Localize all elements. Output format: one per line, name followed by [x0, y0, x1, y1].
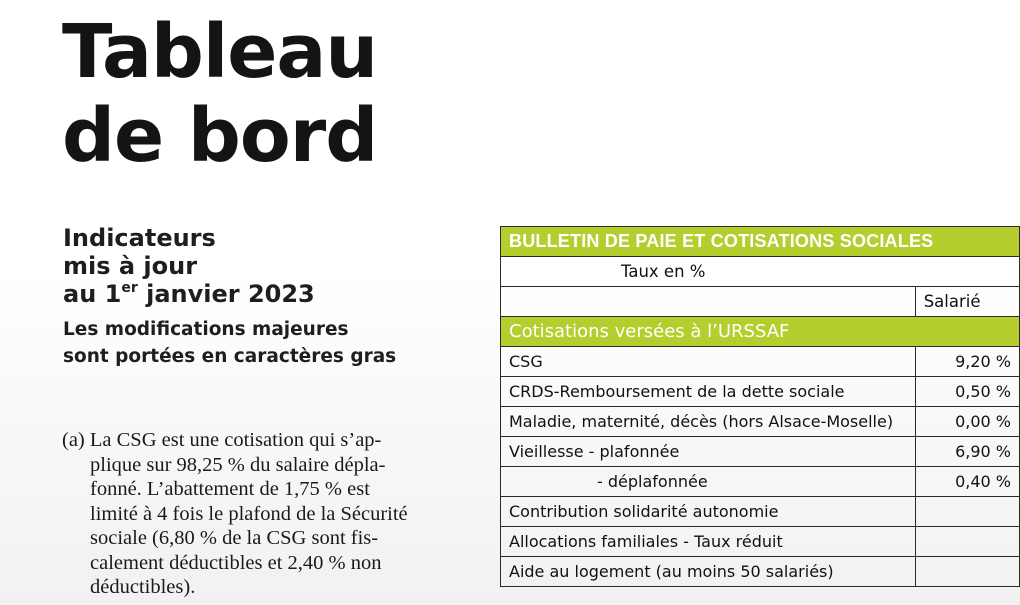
subhead-line-3 — [63, 280, 315, 308]
footnote-line: limité à 4 fois le plafond de la Sécurité — [90, 502, 408, 525]
section-row-urssaf — [501, 317, 1020, 347]
footnote-line: fonné. L’abattement de 1,75 % est — [90, 478, 370, 500]
footnote-line: plique sur 98,25 % du salaire dépla- — [90, 453, 386, 476]
table-row — [501, 557, 1020, 587]
table-row — [501, 347, 1020, 377]
table-row — [501, 527, 1020, 557]
footnote-line: (a) La CSG est une cotisation qui s’ap- — [62, 429, 382, 451]
page-title — [62, 10, 377, 178]
note-line-1: Les modifications majeures — [63, 319, 349, 340]
column-header-salarie: Salarié — [915, 287, 1019, 317]
row-label: - déplafonnée — [501, 467, 916, 497]
csg-footnote — [62, 428, 447, 600]
table-row — [501, 497, 1020, 527]
table-header-title: BULLETIN DE PAIE ET COTISATIONS SOCIALES — [501, 227, 1020, 257]
table-header-row — [501, 227, 1020, 257]
row-label: Maladie, maternité, décès (hors Alsace-Moselle) — [501, 407, 916, 437]
subhead-line-1: Indicateurs — [63, 224, 216, 252]
rate-unit-row — [501, 257, 1020, 287]
table-row — [501, 407, 1020, 437]
row-salarie-rate — [915, 497, 1019, 527]
row-label: CSG — [501, 347, 916, 377]
footnote-line: déductibles). — [90, 576, 196, 598]
row-salarie-rate: 0,40 % — [915, 467, 1019, 497]
subhead-line-3-sup: er — [121, 280, 138, 296]
section-title: Cotisations versées à l’URSSAF — [501, 317, 1020, 347]
column-header-row — [501, 287, 1020, 317]
note-line-2: sont portées en caractères gras — [63, 346, 397, 367]
row-salarie-rate — [915, 557, 1019, 587]
row-label: Contribution solidarité autonomie — [501, 497, 916, 527]
rate-unit-label: Taux en % — [501, 257, 1020, 287]
row-label: Allocations familiales - Taux réduit — [501, 527, 916, 557]
title-line-1: Tableau — [62, 9, 378, 95]
row-label: Vieillesse - plafonnée — [501, 437, 916, 467]
modifications-note — [63, 316, 396, 370]
title-line-2: de bord — [62, 93, 378, 179]
row-label: Aide au logement (au moins 50 salariés) — [501, 557, 916, 587]
table-row — [501, 467, 1020, 497]
table-row — [501, 377, 1020, 407]
payslip-contributions-table — [500, 226, 1020, 587]
row-salarie-rate — [915, 527, 1019, 557]
row-salarie-rate: 6,90 % — [915, 437, 1019, 467]
footnote-line: calement déductibles et 2,40 % non — [90, 551, 382, 574]
subhead-line-3-pre: au 1 — [63, 280, 122, 308]
row-salarie-rate: 9,20 % — [915, 347, 1019, 377]
table-row — [501, 437, 1020, 467]
row-salarie-rate: 0,50 % — [915, 377, 1019, 407]
subhead-line-2: mis à jour — [63, 252, 198, 280]
footnote-line: sociale (6,80 % de la CSG sont fis- — [90, 527, 379, 549]
subhead-line-3-post: janvier 2023 — [137, 280, 315, 308]
row-salarie-rate: 0,00 % — [915, 407, 1019, 437]
row-label: CRDS-Remboursement de la dette sociale — [501, 377, 916, 407]
column-header-blank — [501, 287, 916, 317]
indicators-heading — [63, 224, 315, 308]
